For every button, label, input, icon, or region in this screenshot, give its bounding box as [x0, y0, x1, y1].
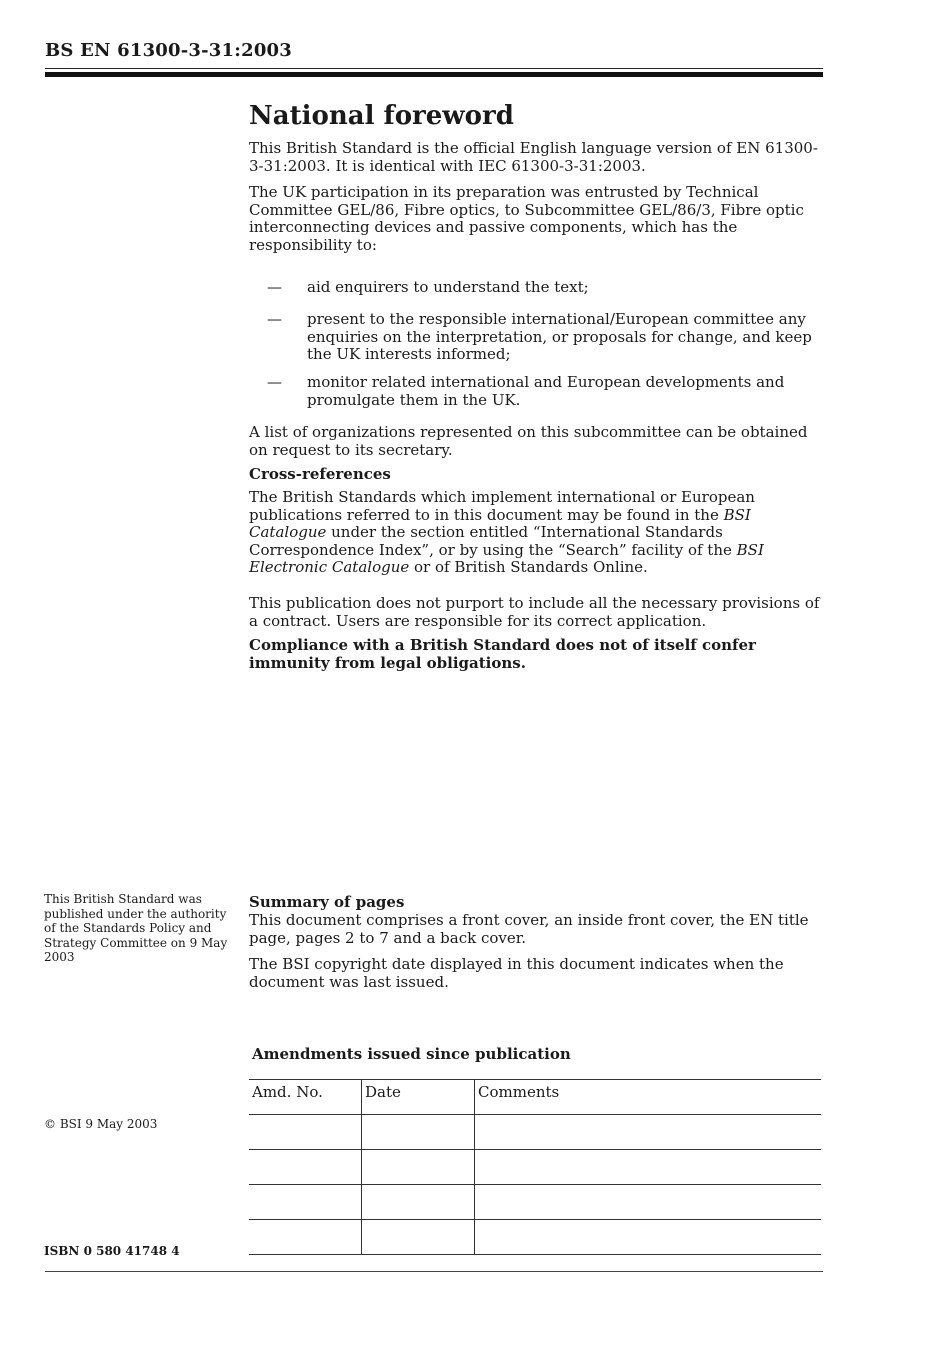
- table-cell: [362, 1185, 475, 1219]
- table-row: [249, 1114, 821, 1149]
- summary-heading: Summary of pages: [249, 893, 405, 911]
- list-item-text: aid enquirers to understand the text;: [307, 278, 589, 296]
- table-cell: [362, 1150, 475, 1184]
- bullet-dash: —: [267, 310, 282, 328]
- organizations-paragraph: A list of organizations represented on this subcommittee can be obtained on request to its secretary.: [249, 423, 808, 459]
- table-row: [249, 1219, 821, 1255]
- compliance-statement: Compliance with a British Standard does not of itself confer immunity from legal obligations.: [249, 636, 756, 672]
- summary-text: This document comprises a front cover, an inside front cover, the EN title page, pages 2 to 7 and a back cover.: [249, 911, 809, 947]
- provisions-paragraph: This publication does not purport to include all the necessary provisions of a contract. Users are responsible for its correct application.: [249, 594, 820, 630]
- table-cell: [475, 1185, 821, 1219]
- amendments-title: Amendments issued since publication: [252, 1045, 571, 1063]
- crossref-paragraph: The British Standards which implement international or European publications referred to in this document may be found in the BSI Catalogue under the section entitled “International Standards Correspondence Index”, or by using the “Search” facility of the BSI Electronic Catalogue or of British Standards Online.: [249, 488, 764, 576]
- participation-paragraph: The UK participation in its preparation was entrusted by Technical Committee GEL/86, Fibre optics, to Subcommittee GEL/86/3, Fibre optic interconnecting devices and passive components, which has the responsibility to:: [249, 183, 804, 254]
- column-header-date: Date: [362, 1080, 475, 1114]
- table-row: [249, 1149, 821, 1184]
- amendments-table: [249, 1079, 821, 1255]
- bsi-catalogue-ref: BSI Catalogue: [249, 505, 751, 541]
- table-header-row: [249, 1079, 821, 1114]
- header-rule-thin: [45, 68, 823, 69]
- table-cell: [249, 1220, 362, 1254]
- table-cell: [249, 1115, 362, 1149]
- column-header-amd-no: Amd. No.: [249, 1080, 362, 1114]
- intro-paragraph: This British Standard is the official English language version of EN 61300-3-31:2003. It is identical with IEC 61300-3-31:2003.: [249, 139, 818, 175]
- header-rule-thick: [45, 72, 823, 77]
- table-cell: [475, 1220, 821, 1254]
- list-item-text: monitor related international and European developments and promulgate them in the UK.: [307, 373, 785, 409]
- bsi-electronic-catalogue-ref: BSI Electronic Catalogue: [249, 540, 764, 576]
- table-row: [249, 1184, 821, 1219]
- table-cell: [362, 1115, 475, 1149]
- column-header-comments: Comments: [478, 1083, 560, 1101]
- list-item-text: present to the responsible international/European committee any enquiries on the interpretation, or proposals for change, and keep the UK interests informed;: [307, 310, 812, 363]
- bullet-dash: —: [267, 278, 282, 296]
- isbn: ISBN 0 580 41748 4: [44, 1244, 180, 1258]
- page-title: National foreword: [249, 101, 514, 131]
- bullet-dash: —: [267, 373, 282, 391]
- copyright-notice: © BSI 9 May 2003: [44, 1117, 158, 1131]
- table-cell: [249, 1185, 362, 1219]
- crossref-heading: Cross-references: [249, 465, 391, 483]
- publication-authority-note: This British Standard was published under the authority of the Standards Policy and Strategy Committee on 9 May 2003: [44, 892, 228, 964]
- table-cell: [362, 1220, 475, 1254]
- table-cell: [249, 1150, 362, 1184]
- copyright-date-note: The BSI copyright date displayed in this document indicates when the document was last issued.: [249, 955, 784, 991]
- table-cell: [475, 1115, 821, 1149]
- document-id: BS EN 61300-3-31:2003: [45, 40, 292, 61]
- footer-rule: [45, 1271, 823, 1272]
- table-cell: [475, 1150, 821, 1184]
